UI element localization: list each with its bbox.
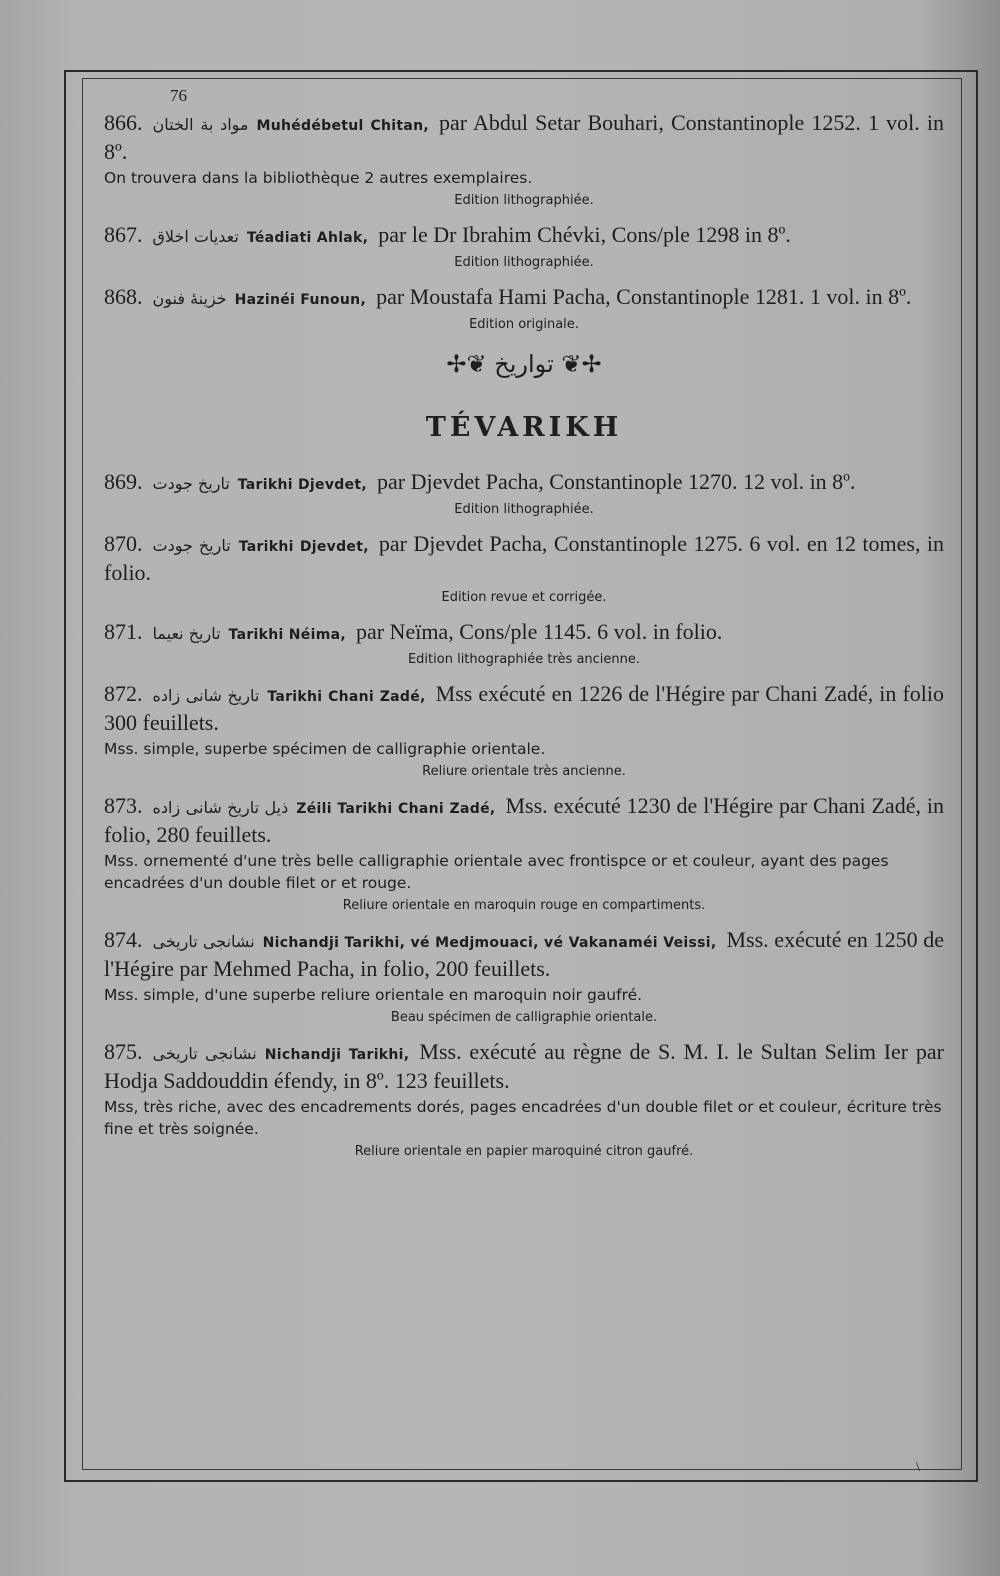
entry-number: 870. — [104, 531, 143, 556]
entry-transliterated-title: Muhédébetul Chitan, — [256, 118, 430, 134]
entry-main-line — [104, 110, 944, 165]
entry-edition: Edition lithographiée. — [454, 255, 594, 270]
entry-transliterated-title: Nichandji Tarikhi, vé Medjmouaci, vé Vakanaméi Veissi, — [262, 935, 717, 951]
catalog-entry — [104, 110, 944, 208]
entry-main-line — [104, 619, 944, 648]
catalog-entry — [104, 531, 944, 605]
entry-main-line — [104, 793, 944, 848]
entry-number: 872. — [104, 681, 143, 706]
corner-mark: \ — [916, 1460, 920, 1475]
entry-edition: Reliure orientale très ancienne. — [422, 764, 626, 779]
entry-edition: Edition lithographiée très ancienne. — [407, 652, 641, 667]
entry-main-line — [104, 469, 944, 498]
entry-main-line — [104, 681, 944, 736]
entry-description: par Djevdet Pacha, Constantinople 1270. 12 vol. in 8º. — [376, 469, 856, 494]
entry-description: Mss. exécuté 1230 de l'Hégire par Chani Zadé, in folio, 280 feuillets. — [104, 793, 944, 847]
entry-arabic-title: تاريخ شانى زاده — [152, 686, 260, 705]
entry-main-line — [104, 222, 944, 251]
entry-number: 869. — [104, 469, 143, 494]
ornament-right-icon: ❦✢ — [561, 350, 602, 378]
entry-description: par Abdul Setar Bouhari, Constantinople 1252. 1 vol. in 8º. — [104, 110, 944, 164]
entry-edition: Beau spécimen de calligraphie orientale. — [390, 1010, 658, 1025]
entry-number: 871. — [104, 619, 143, 644]
catalog-entry — [104, 284, 944, 332]
entry-number: 873. — [104, 793, 143, 818]
entry-transliterated-title: Tarikhi Néima, — [228, 627, 346, 643]
entry-note: Mss, très riche, avec des encadrements dorés, pages encadrées d'un double filet or et couleur, écriture très fine et très soignée. — [104, 1098, 942, 1138]
entry-arabic-title: مواد بة الختان — [152, 115, 249, 134]
entry-arabic-title: تاريخ جودت — [152, 536, 231, 555]
entry-arabic-title: تعديات اخلاق — [152, 227, 239, 246]
section-ornament — [104, 350, 944, 378]
entry-description: par le Dr Ibrahim Chévki, Cons/ple 1298 in 8º. — [378, 222, 791, 247]
entry-transliterated-title: Zéili Tarikhi Chani Zadé, — [296, 801, 496, 817]
catalog-entry — [104, 222, 944, 270]
section-arabic-heading: تواريخ — [494, 350, 554, 378]
catalog-entry — [104, 927, 944, 1025]
entry-transliterated-title: Tarikhi Djevdet, — [237, 477, 367, 493]
entry-number: 874. — [104, 927, 143, 952]
entry-number: 866. — [104, 110, 143, 135]
entry-number: 868. — [104, 284, 143, 309]
entry-note: On trouvera dans la bibliothèque 2 autres exemplaires. — [104, 169, 533, 187]
entry-edition: Edition lithographiée. — [454, 193, 594, 208]
section-title: TÉVARIKH — [425, 412, 623, 443]
entry-transliterated-title: Téadiati Ahlak, — [246, 230, 369, 246]
entry-edition: Edition lithographiée. — [454, 502, 594, 517]
entry-transliterated-title: Hazinéi Funoun, — [234, 292, 367, 308]
entry-arabic-title: نشانجى تاريخى — [152, 1044, 257, 1063]
catalog-entry — [104, 1039, 944, 1159]
entry-transliterated-title: Nichandji Tarikhi, — [264, 1047, 410, 1063]
entry-description: par Neïma, Cons/ple 1145. 6 vol. in folio. — [355, 619, 723, 644]
entry-transliterated-title: Tarikhi Chani Zadé, — [267, 689, 426, 705]
catalog-entry — [104, 619, 944, 667]
page-number: 76 — [170, 86, 187, 105]
entry-main-line — [104, 531, 944, 586]
entry-note: Mss. simple, superbe spécimen de calligraphie orientale. — [104, 740, 546, 758]
entry-arabic-title: ذيل تاريخ شانى زاده — [152, 798, 289, 817]
entry-transliterated-title: Tarikhi Djevdet, — [238, 539, 369, 555]
catalog-entry — [104, 793, 944, 913]
entry-arabic-title: تاريخ جودت — [152, 474, 230, 493]
entry-edition: Edition originale. — [469, 317, 579, 332]
entry-arabic-title: خزينهٔ فنون — [152, 289, 227, 308]
entry-main-line — [104, 1039, 944, 1094]
entry-edition: Reliure orientale en papier maroquiné citron gaufré. — [354, 1144, 694, 1159]
entry-edition: Edition revue et corrigée. — [441, 590, 607, 605]
entry-description: Mss. exécuté en 1250 de l'Hégire par Mehmed Pacha, in folio, 200 feuillets. — [104, 927, 945, 981]
entry-main-line — [104, 927, 944, 982]
entry-description: par Djevdet Pacha, Constantinople 1275. 6 vol. en 12 tomes, in folio. — [104, 531, 945, 585]
entries-before-section — [104, 110, 944, 332]
entry-number: 867. — [104, 222, 143, 247]
ornament-left-icon: ✢❦ — [446, 350, 487, 378]
entry-note: Mss. ornementé d'une très belle calligraphie orientale avec frontispce or et couleur, ayant des pages encadrées d'un double filet or et rouge. — [104, 852, 889, 892]
entry-arabic-title: نشانجى تاريخى — [152, 932, 255, 951]
catalog-entry — [104, 681, 944, 779]
entry-note: Mss. simple, d'une superbe reliure orientale en maroquin noir gaufré. — [104, 986, 643, 1004]
entry-main-line — [104, 284, 944, 313]
catalog-content — [104, 86, 944, 1173]
entry-arabic-title: تاريخ نعيما — [152, 624, 221, 643]
entries-after-section — [104, 469, 944, 1159]
entry-number: 875. — [104, 1039, 143, 1064]
catalog-entry — [104, 469, 944, 517]
entry-edition: Reliure orientale en maroquin rouge en compartiments. — [342, 898, 706, 913]
entry-description: par Moustafa Hami Pacha, Constantinople 1281. 1 vol. in 8º. — [376, 284, 912, 309]
entry-description: Mss exécuté en 1226 de l'Hégire par Chani Zadé, in folio 300 feuillets. — [104, 681, 944, 735]
entry-description: Mss. exécuté au règne de S. M. I. le Sultan Selim Ier par Hodja Saddouddin éfendy, in 8º. 123 feuillets. — [104, 1039, 944, 1093]
